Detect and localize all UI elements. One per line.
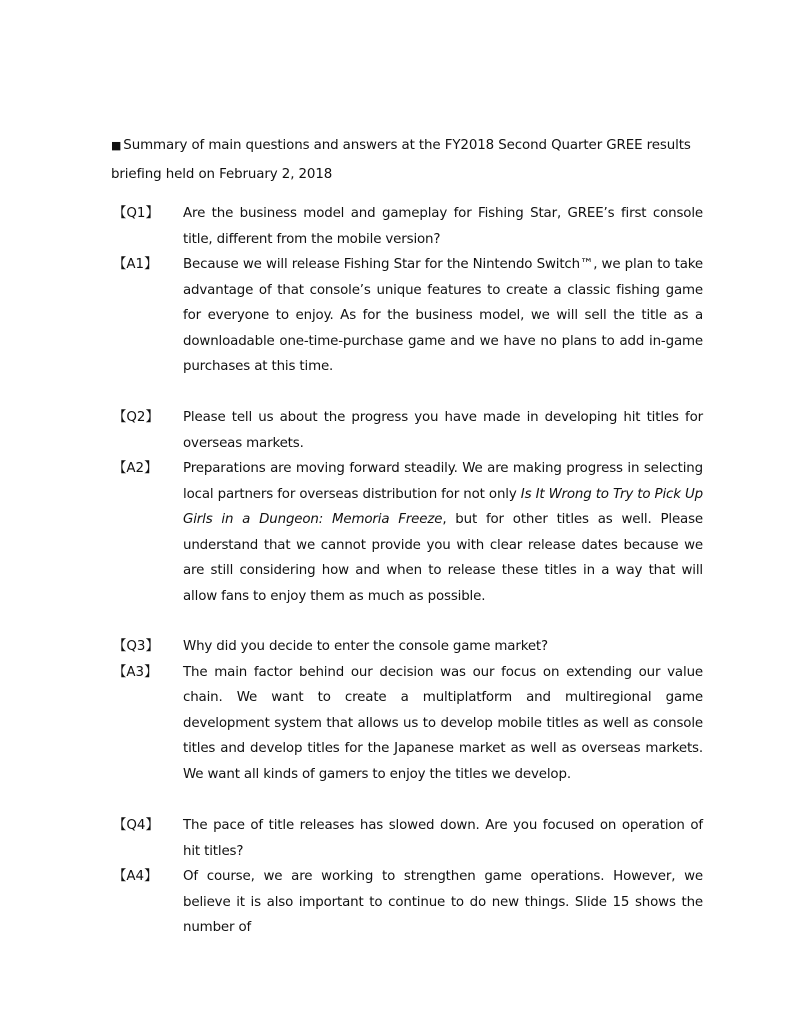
question-label: 【Q2】 (113, 410, 159, 425)
answer-row (0, 864, 800, 941)
qa-block-2 (0, 405, 800, 609)
answer-row (0, 252, 800, 380)
answer-text: Of course, we are working to strengthen game operations. However, we believe it is also important to continue to do new things. Slide 15 shows the number of (183, 869, 703, 935)
answer-row (0, 456, 800, 609)
question-row (0, 634, 800, 660)
answer-text (183, 456, 703, 609)
question-row (0, 405, 800, 456)
answer-label: 【A1】 (113, 257, 158, 272)
question-row (0, 201, 800, 252)
qa-block-3 (0, 634, 800, 787)
answer-text-part: Preparations are moving forward steadily. We are making progress in selecting local partners for overseas distribution for not only (183, 461, 703, 502)
answer-label: 【A2】 (113, 461, 158, 476)
answer-label: 【A4】 (113, 869, 158, 884)
question-label: 【Q1】 (113, 206, 159, 221)
answer-text: Because we will release Fishing Star for the Nintendo Switch™, we plan to take advantage of that console’s unique features to create a classic fishing game for everyone to enjoy. As for the business model, we will sell the title as a downloadable one-time-purchase game and we have no plans to add in-game purchases at this time. (183, 257, 703, 374)
answer-text: The main factor behind our decision was our focus on extending our value chain. We want to create a multiplatform and multiregional game development system that allows us to develop mobile titles as well as console titles and develop titles for the Japanese market as well as overseas markets. We want all kinds of gamers to enjoy the titles we develop. (183, 664, 703, 782)
answer-label: 【A3】 (113, 664, 158, 680)
question-text: The pace of title releases has slowed down. Are you focused on operation of hit titles? (183, 818, 703, 859)
question-text: Are the business model and gameplay for Fishing Star, GREE’s first console title, different from the mobile version? (183, 206, 703, 247)
heading-text: Summary of main questions and answers at the FY2018 Second Quarter GREE results briefing held on February 2, 2018 (111, 138, 691, 182)
qa-block-4 (0, 813, 800, 941)
answer-row (0, 660, 800, 788)
game-title-italic: Is It Wrong to Try to Pick Up Girls in a Dungeon: Memoria Freeze (183, 486, 704, 527)
question-text: Why did you decide to enter the console game market? (183, 639, 548, 654)
question-text: Please tell us about the progress you have made in developing hit titles for overseas markets. (183, 410, 703, 451)
qa-block-1 (0, 201, 800, 380)
question-label: 【Q4】 (113, 818, 159, 833)
question-label: 【Q3】 (113, 639, 159, 654)
summary-heading (111, 131, 711, 189)
question-row (0, 813, 800, 864)
answer-text-part: , but for other titles as well. Please understand that we cannot provide you with clear release dates because we are still considering how and when to release these titles in a way that will allow fans to enjoy them as much as possible. (183, 512, 703, 604)
square-bullet-icon: ■ (111, 139, 122, 152)
